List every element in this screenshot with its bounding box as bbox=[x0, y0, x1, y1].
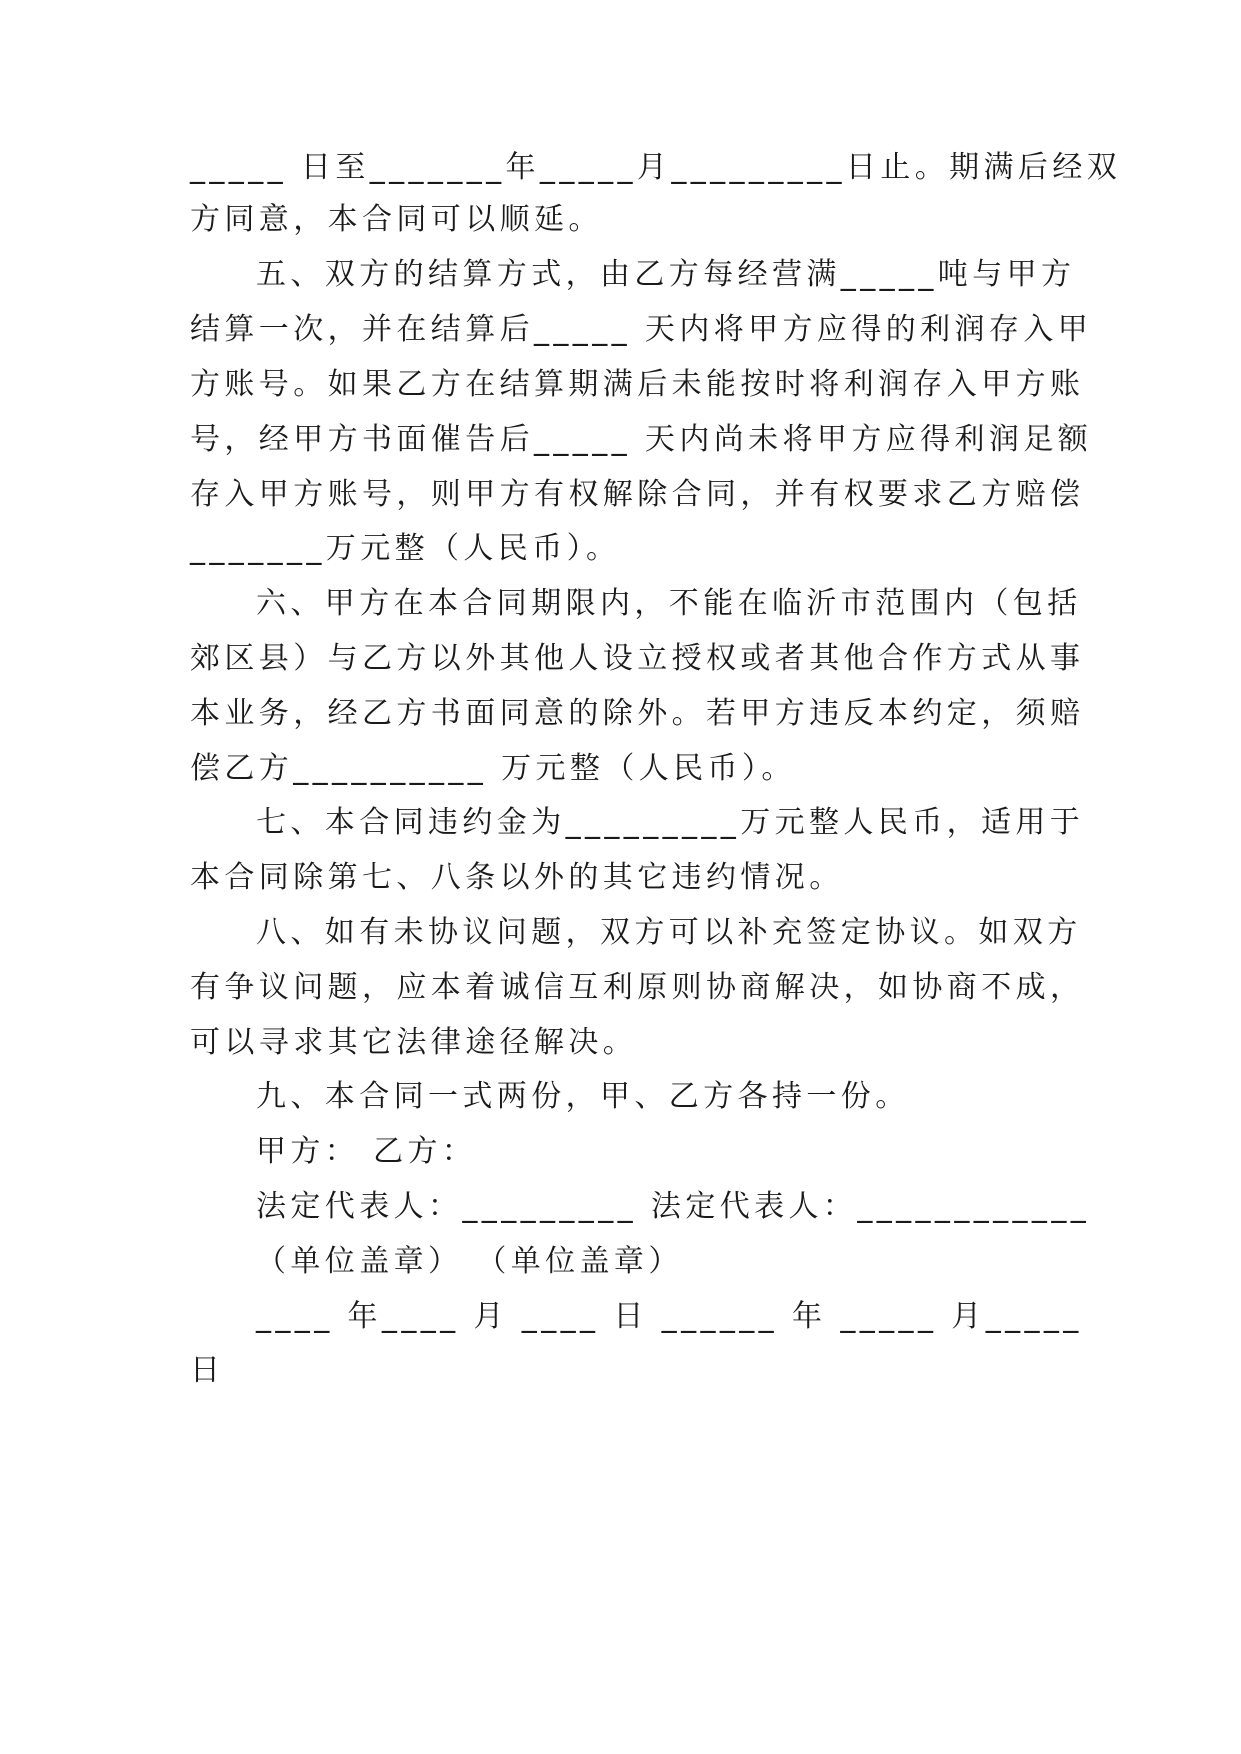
date-line: ____ 年____ 月 ____ 日 ______ 年 _____ 月_____ bbox=[256, 1299, 1083, 1334]
seal-line: （单位盖章） （单位盖章） bbox=[256, 1244, 683, 1279]
text-line: 日 bbox=[190, 1353, 225, 1388]
legal-representative-line: 法定代表人：_________ 法定代表人：____________ bbox=[256, 1189, 1091, 1224]
party-labels: 甲方： 乙方： bbox=[256, 1134, 477, 1169]
clause-6-line: 六、甲方在本合同期限内，不能在临沂市范围内（包括 bbox=[256, 586, 1082, 621]
text-line: 偿乙方__________ 万元整（人民币）。 bbox=[190, 751, 796, 786]
clause-7-line: 七、本合同违约金为_________万元整人民币，适用于 bbox=[256, 805, 1085, 840]
text-line: 方同意，本合同可以顺延。 bbox=[190, 202, 603, 237]
text-line: 方账号。如果乙方在结算期满后未能按时将利润存入甲方账 bbox=[190, 367, 1085, 402]
clause-9-line: 九、本合同一式两份，甲、乙方各持一份。 bbox=[256, 1079, 910, 1114]
text-line: 可以寻求其它法律途径解决。 bbox=[190, 1025, 638, 1060]
text-line: 本业务，经乙方书面同意的除外。若甲方违反本约定，须赔 bbox=[190, 696, 1085, 731]
text-line: 本合同除第七、八条以外的其它违约情况。 bbox=[190, 860, 844, 895]
text-line: 存入甲方账号，则甲方有权解除合同，并有权要求乙方赔偿 bbox=[190, 477, 1085, 512]
text-line: 郊区县）与乙方以外其他人设立授权或者其他合作方式从事 bbox=[190, 641, 1085, 676]
clause-8-line: 八、如有未协议问题，双方可以补充签定协议。如双方 bbox=[256, 915, 1082, 950]
text-line: 结算一次，并在结算后_____ 天内将甲方应得的利润存入甲 bbox=[190, 312, 1093, 347]
clause-5-line: 五、双方的结算方式，由乙方每经营满_____吨与甲方 bbox=[256, 257, 1076, 292]
text-line: _______万元整（人民币）。 bbox=[190, 531, 621, 566]
text-line: _____ 日至_______年_____月_________日止。期满后经双 bbox=[190, 150, 1122, 185]
text-line: 有争议问题，应本着诚信互利原则协商解决，如协商不成， bbox=[190, 970, 1085, 1005]
text-line: 号，经甲方书面催告后_____ 天内尚未将甲方应得利润足额 bbox=[190, 422, 1093, 457]
